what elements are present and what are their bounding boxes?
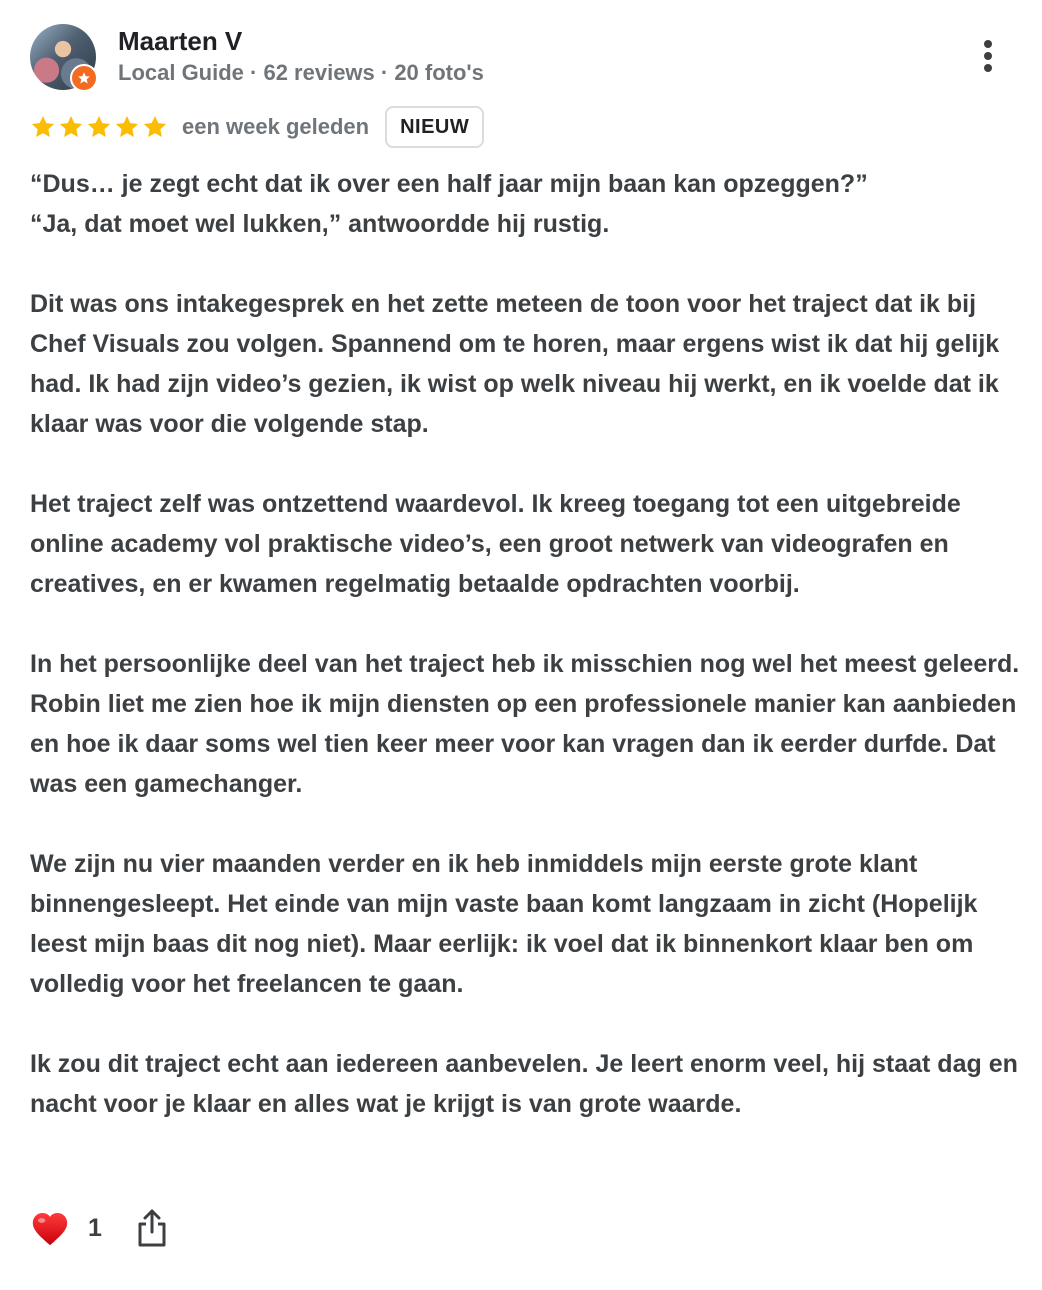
rating-row	[30, 106, 484, 148]
more-vertical-icon	[984, 64, 992, 72]
star-icon	[86, 114, 112, 140]
review-quote-line: “Ja, dat moet wel lukken,” antwoordde hij rustig.	[30, 210, 610, 238]
new-badge: NIEUW	[385, 106, 484, 148]
star-icon	[58, 114, 84, 140]
review-date: een week geleden	[182, 114, 370, 139]
share-icon[interactable]	[136, 1208, 168, 1248]
heart-icon	[30, 1209, 70, 1247]
star-icon	[114, 114, 140, 140]
review-paragraph	[30, 164, 1020, 244]
review-paragraph: Dit was ons intakegesprek en het zette meteen de toon voor het traject dat ik bij Chef Visuals zou volgen. Spannend om te horen, maar ergens wist ik dat hij gelijk had. Ik had zijn video’s gezien, ik wist op welk niveau hij werkt, en ik voelde dat ik klaar was voor die volgende stap.	[30, 290, 1000, 438]
review-paragraph: We zijn nu vier maanden verder en ik heb inmiddels mijn eerste grote klant binnengesleept. Het einde van mijn vaste baan komt langzaam in zicht (Hopelijk leest mijn baas dit nog niet). Maar eerlijk: ik voel dat ik binnenkort klaar ben om volledig voor het freelancen te gaan.	[30, 850, 978, 998]
review-header	[30, 24, 1020, 94]
like-count: 1	[88, 1213, 102, 1242]
review-paragraph: In het persoonlijke deel van het traject heb ik misschien nog wel het meest geleerd. Robin liet me zien hoe ik mijn diensten op een professionele manier kan aanbieden en hoe ik daar soms wel tien keer meer voor kan vragen dan ik eerder durfde. Dat was een gamechanger.	[30, 650, 1020, 798]
review-paragraph: Het traject zelf was ontzettend waardevol. Ik kreeg toegang tot een uitgebreide online academy vol praktische video’s, een groot netwerk van videografen en creatives, en er kwamen regelmatig betaalde opdrachten voorbij.	[30, 490, 961, 598]
reviewer-meta: Local Guide · 62 reviews · 20 foto's	[118, 60, 484, 85]
reviewer-name[interactable]: Maarten V	[118, 26, 243, 56]
review-quote-line: “Dus… je zegt echt dat ik over een half jaar mijn baan kan opzeggen?”	[30, 170, 868, 198]
review-paragraph: Ik zou dit traject echt aan iedereen aanbevelen. Je leert enorm veel, hij staat dag en nacht voor je klaar en alles wat je krijgt is van grote waarde.	[30, 1050, 1018, 1118]
reviewer-avatar[interactable]	[30, 24, 96, 90]
more-vertical-icon	[984, 52, 992, 60]
star-rating	[30, 114, 168, 140]
more-options-button[interactable]	[974, 36, 1002, 76]
local-guide-star-icon	[70, 64, 98, 92]
more-vertical-icon	[984, 40, 992, 48]
review-actions	[30, 1204, 168, 1252]
star-icon	[142, 114, 168, 140]
star-icon	[30, 114, 56, 140]
review-text	[30, 164, 1020, 1124]
like-button[interactable]	[30, 1209, 102, 1247]
